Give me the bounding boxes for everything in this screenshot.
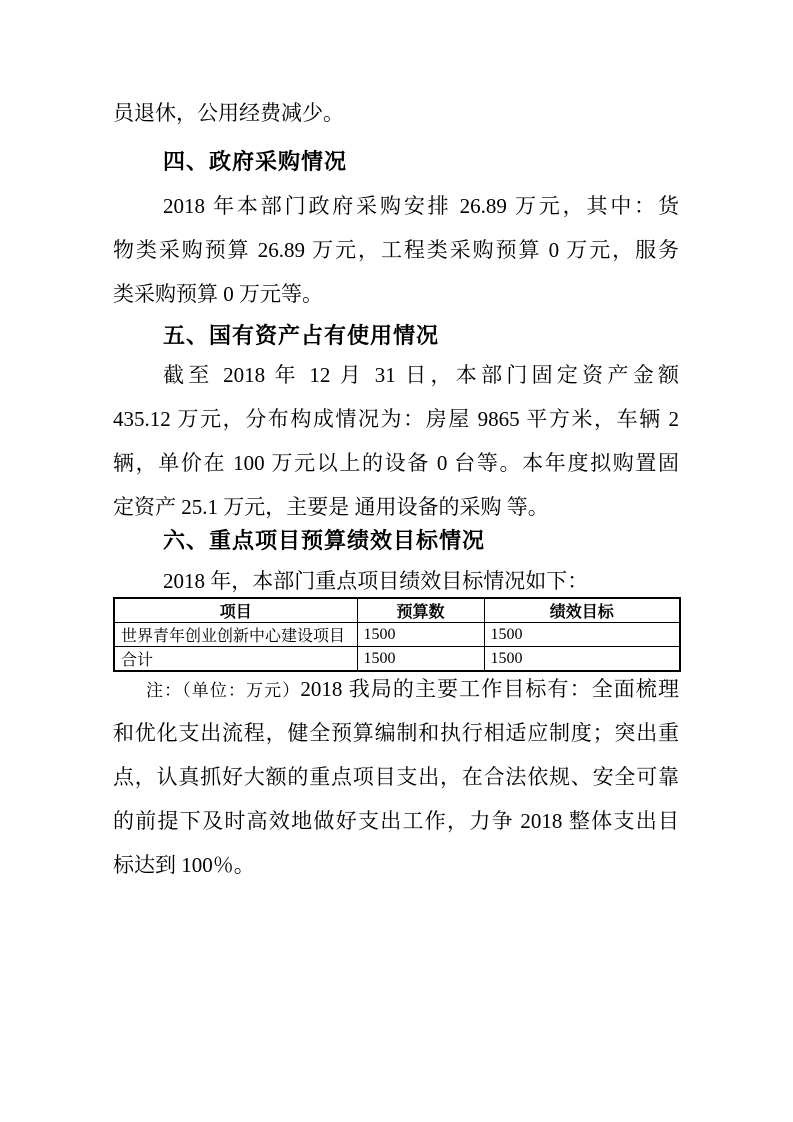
table-row (114, 623, 680, 647)
note-line: 点，认真抓好大额的重点项目支出，在合法依规、安全可靠 (113, 765, 679, 789)
table-cell-total-budget: 1500 (357, 647, 484, 672)
note-line: 标达到 100％。 (113, 853, 255, 877)
table-intro-line: 2018 年，本部门重点项目绩效目标情况如下： (163, 569, 589, 593)
body-text-line: 2018 年本部门政府采购安排 26.89 万元，其中：货 (163, 194, 679, 218)
note-line (113, 676, 679, 704)
body-text-line: 物类采购预算 26.89 万元，工程类采购预算 0 万元，服务 (113, 238, 679, 262)
section-heading-5: 五、国有资产占有使用情况 (163, 323, 440, 348)
table-header-row (114, 598, 680, 623)
section-heading-6: 六、重点项目预算绩效目标情况 (163, 528, 486, 553)
performance-target-table (113, 597, 681, 672)
note-line: 和优化支出流程，健全预算编制和执行相适应制度；突出重 (113, 721, 679, 745)
note-line: 的前提下及时高效地做好支出工作，力争 2018 整体支出目 (113, 809, 679, 833)
section-heading-4: 四、政府采购情况 (163, 149, 348, 174)
paragraph-continuation-line: 员退休，公用经费减少。 (113, 101, 344, 125)
table-row-total (114, 647, 680, 672)
note-text: 2018 我局的主要工作目标有：全面梳理 (300, 677, 679, 701)
body-text-line: 435.12 万元，分布构成情况为：房屋 9865 平方米，车辆 2 (113, 407, 679, 431)
table-cell-budget: 1500 (357, 623, 484, 647)
table-header-project: 项目 (114, 598, 357, 623)
table-header-performance-target: 绩效目标 (484, 598, 680, 623)
table-cell-total-target: 1500 (484, 647, 680, 672)
table-cell-target: 1500 (484, 623, 680, 647)
body-text-line: 辆，单价在 100 万元以上的设备 0 台等。本年度拟购置固 (113, 451, 679, 475)
table-cell-project-name: 世界青年创业创新中心建设项目 (114, 623, 357, 647)
table-header-budget: 预算数 (357, 598, 484, 623)
body-text-line: 截至 2018 年 12 月 31 日，本部门固定资产金额 (163, 363, 679, 387)
note-prefix: 注：（单位：万元） (146, 681, 301, 700)
body-text-line: 定资产 25.1 万元，主要是 通用设备的采购 等。 (113, 495, 549, 519)
body-text-line: 类采购预算 0 万元等。 (113, 282, 323, 306)
table-cell-total-label: 合计 (114, 647, 357, 672)
